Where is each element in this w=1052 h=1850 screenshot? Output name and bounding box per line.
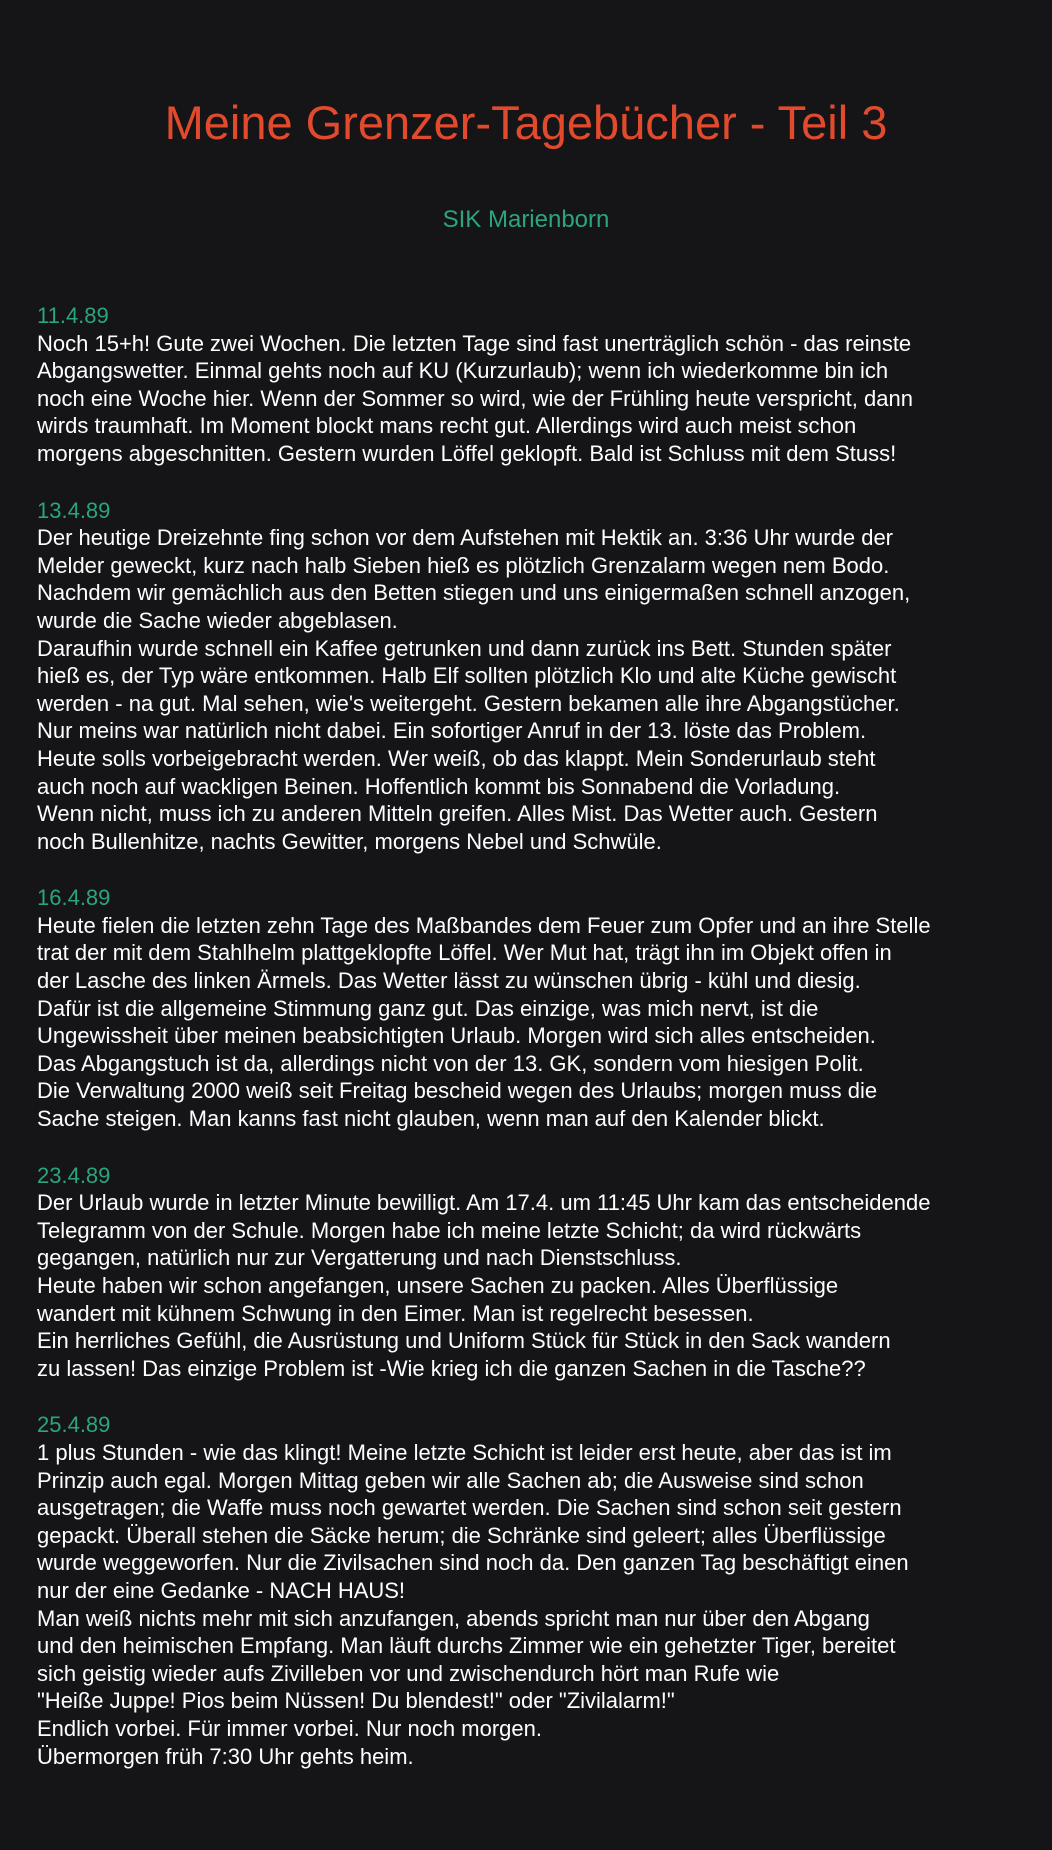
- entry-text-line: Prinzip auch egal. Morgen Mittag geben wir alle Sachen ab; die Ausweise sind schon: [37, 1467, 864, 1493]
- diary-entries: [37, 302, 1037, 1799]
- entry-text-line: gepackt. Überall stehen die Säcke herum; die Schränke sind geleert; alles Überflüssige: [37, 1522, 886, 1548]
- entry-text-line: wirds traumhaft. Im Moment blockt mans recht gut. Allerdings wird auch meist schon: [37, 413, 857, 439]
- entry-text-line: Ein herrliches Gefühl, die Ausrüstung und Uniform Stück für Stück in den Sack wandern: [37, 1328, 891, 1354]
- entry-date: 16.4.89: [37, 885, 111, 911]
- entry-date: 25.4.89: [37, 1412, 111, 1438]
- entry-text-line: Abgangswetter. Einmal gehts noch auf KU (Kurzurlaub); wenn ich wiederkomme bin ich: [37, 358, 889, 384]
- entry-text-line: Daraufhin wurde schnell ein Kaffee getrunken und dann zurück ins Bett. Stunden später: [37, 635, 892, 661]
- entry-text-line: Der Urlaub wurde in letzter Minute bewilligt. Am 17.4. um 11:45 Uhr kam das entscheidende: [37, 1190, 931, 1216]
- page-subtitle: SIK Marienborn: [442, 206, 610, 233]
- entry-text-line: noch Bullenhitze, nachts Gewitter, morgens Nebel und Schwüle.: [37, 828, 662, 854]
- entry-text-line: auch noch auf wackligen Beinen. Hoffentlich kommt bis Sonnabend die Vorladung.: [37, 773, 841, 799]
- entry-text-line: Übermorgen früh 7:30 Uhr gehts heim.: [37, 1743, 414, 1769]
- entry-text-line: sich geistig wieder aufs Zivilleben vor und zwischendurch hört man Rufe wie: [37, 1660, 780, 1686]
- entry-text-line: der Lasche des linken Ärmels. Das Wetter lässt zu wünschen übrig - kühl und diesig.: [37, 968, 861, 994]
- entry-text-line: Telegramm von der Schule. Morgen habe ich meine letzte Schicht; da wird rückwärts: [37, 1217, 862, 1243]
- page-title: Meine Grenzer-Tagebücher - Teil 3: [164, 96, 888, 149]
- entry-text-line: "Heiße Juppe! Pios beim Nüssen! Du blendest!" oder "Zivilalarm!": [37, 1688, 675, 1714]
- entry-text-line: Heute solls vorbeigebracht werden. Wer weiß, ob das klappt. Mein Sonderurlaub steht: [37, 745, 876, 771]
- entry-text-line: Sache steigen. Man kanns fast nicht glauben, wenn man auf den Kalender blickt.: [37, 1106, 825, 1132]
- diary-entry: [37, 1162, 1037, 1383]
- entry-date: 23.4.89: [37, 1162, 111, 1188]
- entry-date: 13.4.89: [37, 497, 111, 523]
- entry-text-line: wandert mit kühnem Schwung in den Eimer. Man ist regelrecht besessen.: [37, 1300, 754, 1326]
- entry-text-line: Die Verwaltung 2000 weiß seit Freitag bescheid wegen des Urlaubs; morgen muss die: [37, 1078, 878, 1104]
- diary-entry: [37, 497, 1037, 856]
- entry-text-line: Melder geweckt, kurz nach halb Sieben hieß es plötzlich Grenzalarm wegen nem Bodo.: [37, 552, 890, 578]
- diary-entry: [37, 302, 1037, 468]
- entry-text-line: Noch 15+h! Gute zwei Wochen. Die letzten Tage sind fast unerträglich schön - das reinste: [37, 330, 912, 356]
- entry-text-line: und den heimischen Empfang. Man läuft durchs Zimmer wie ein gehetzter Tiger, bereitet: [37, 1633, 896, 1659]
- entry-text-line: Heute fielen die letzten zehn Tage des Maßbandes dem Feuer zum Opfer und an ihre Stelle: [37, 912, 931, 938]
- entry-text-line: wurde die Sache wieder abgeblasen.: [37, 607, 398, 633]
- entry-text-line: 1 plus Stunden - wie das klingt! Meine letzte Schicht ist leider erst heute, aber das ist im: [37, 1439, 892, 1465]
- entry-text-line: werden - na gut. Mal sehen, wie's weitergeht. Gestern bekamen alle ihre Abgangstücher.: [37, 690, 900, 716]
- diary-entry: [37, 884, 1037, 1132]
- entry-text-line: noch eine Woche hier. Wenn der Sommer so wird, wie der Frühling heute verspricht, dann: [37, 385, 913, 411]
- entry-text-line: zu lassen! Das einzige Problem ist -Wie krieg ich die ganzen Sachen in die Tasche??: [37, 1355, 866, 1381]
- entry-text-line: trat der mit dem Stahlhelm plattgeklopfte Löffel. Wer Mut hat, trägt ihn im Objekt offen in: [37, 940, 892, 966]
- entry-text-line: ausgetragen; die Waffe muss noch gewartet werden. Die Sachen sind schon seit gestern: [37, 1495, 902, 1521]
- entry-text-line: wurde weggeworfen. Nur die Zivilsachen sind noch da. Den ganzen Tag beschäftigt einen: [37, 1550, 909, 1576]
- diary-entry: [37, 1411, 1037, 1770]
- entry-text-line: Heute haben wir schon angefangen, unsere Sachen zu packen. Alles Überflüssige: [37, 1273, 839, 1298]
- entry-text-line: Das Abgangstuch ist da, allerdings nicht von der 13. GK, sondern vom hiesigen Polit.: [37, 1050, 864, 1076]
- entry-text-line: Man weiß nichts mehr mit sich anzufangen, abends spricht man nur über den Abgang: [37, 1605, 870, 1631]
- entry-text-line: Nachdem wir gemächlich aus den Betten stiegen und uns einigermaßen schnell anzogen,: [37, 580, 911, 606]
- entry-text-line: nur der eine Gedanke - NACH HAUS!: [37, 1577, 406, 1603]
- entry-date: 11.4.89: [37, 303, 109, 328]
- entry-text-line: Wenn nicht, muss ich zu anderen Mitteln greifen. Alles Mist. Das Wetter auch. Gestern: [37, 801, 878, 827]
- entry-text-line: Der heutige Dreizehnte fing schon vor dem Aufstehen mit Hektik an. 3:36 Uhr wurde der: [37, 525, 894, 551]
- entry-text-line: Endlich vorbei. Für immer vorbei. Nur noch morgen.: [37, 1715, 542, 1741]
- entry-text-line: gegangen, natürlich nur zur Vergatterung und nach Dienstschluss.: [37, 1245, 682, 1271]
- entry-text-line: hieß es, der Typ wäre entkommen. Halb Elf sollten plötzlich Klo und alte Küche gewischt: [37, 663, 897, 689]
- entry-text-line: Ungewissheit über meinen beabsichtigten Urlaub. Morgen wird sich alles entscheiden.: [37, 1023, 876, 1049]
- entry-text-line: Dafür ist die allgemeine Stimmung ganz gut. Das einzige, was mich nervt, ist die: [37, 995, 819, 1021]
- entry-text-line: Nur meins war natürlich nicht dabei. Ein sofortiger Anruf in der 13. löste das Problem.: [37, 718, 867, 744]
- entry-text-line: morgens abgeschnitten. Gestern wurden Löffel geklopft. Bald ist Schluss mit dem Stuss!: [37, 440, 897, 466]
